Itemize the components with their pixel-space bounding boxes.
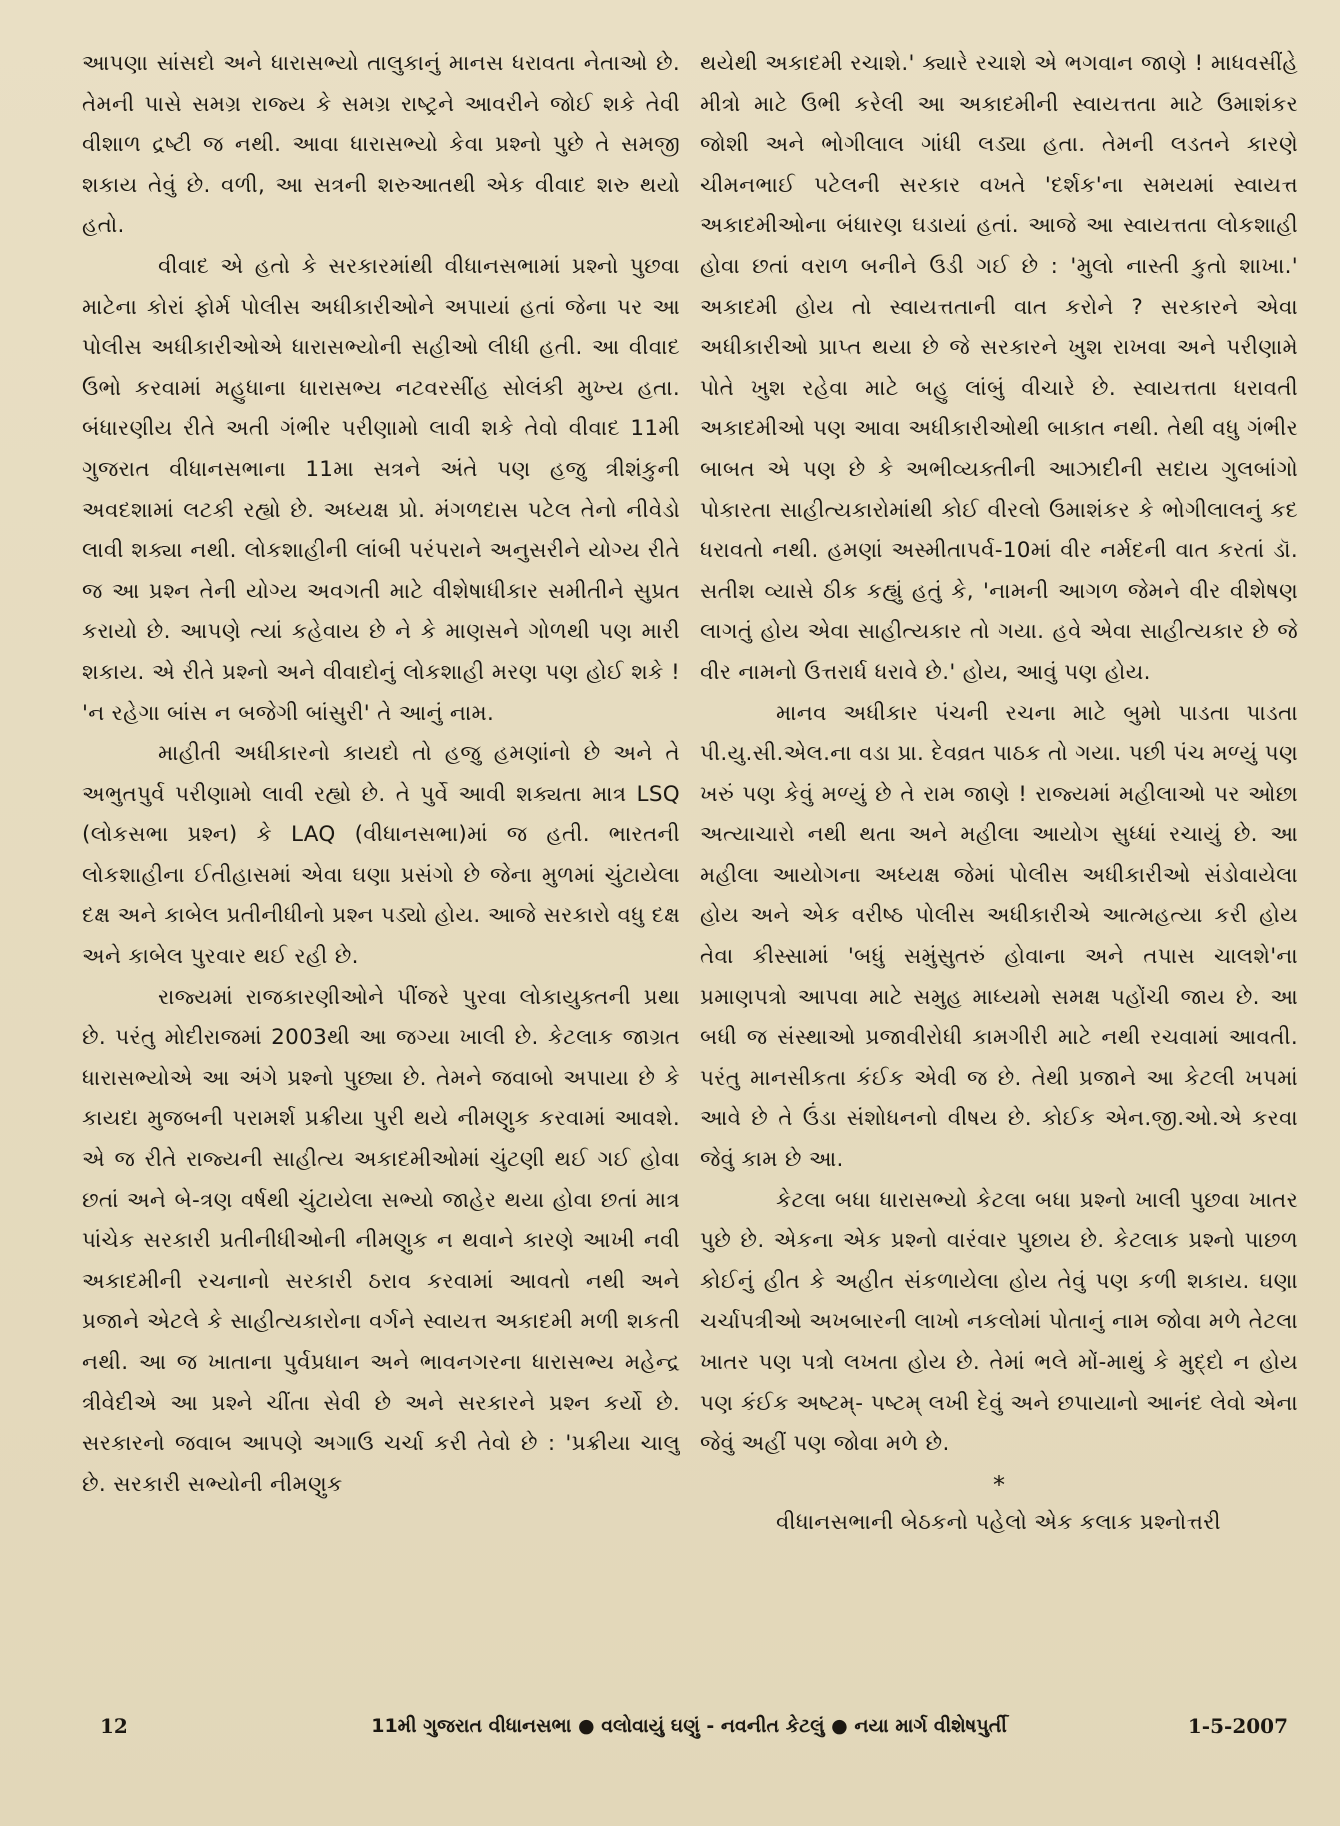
paragraph: રાજ્યમાં રાજકારણીઓને પીંજરે પુરવા લોકાયુક્તની પ્રથા છે. પરંતુ મોદીરાજમાં 2003થી આ જગ્યા ખાલી છે. કેટલાક જાગ્રત ધારાસભ્યોએ આ અંગે પ્રશ્નો પુછ્યા છે. તેમને જવાબો અપાયા છે કે કાયદા મુજબની પરામર્શ પ્રક્રીયા પુરી થયે નીમણુક કરવામાં આવશે. એ જ રીતે રાજ્યની સાહીત્ય અકાદમીઓમાં ચુંટણી થઈ ગઈ હોવા છતાં અને બે-ત્રણ વર્ષથી ચુંટાયેલા સભ્યો જાહેર થયા હોવા છતાં માત્ર પાંચેક સરકારી પ્રતીનીધીઓની નીમણુક ન થવાને કારણે આખી નવી અકાદમીની રચનાનો સરકારી ઠરાવ કરવામાં આવતો નથી અને પ્રજાને એટલે કે સાહીત્યકારોના વર્ગને સ્વાયત્ત અકાદમી મળી શકતી નથી. આ જ ખાતાના પુર્વપ્રધાન અને ભાવનગરના ધારાસભ્ય મહેન્દ્ર ત્રીવેદીએ આ પ્રશ્ને ચીંતા સેવી છે અને સરકારને પ્રશ્ન કર્યો છે. સરકારનો જવાબ આપણે અગાઉ ચર્ચા કરી તેવો છે : 'પ્રક્રીયા ચાલુ છે. સરકારી સભ્યોની નીમણુક [82, 984, 680, 1497]
right-column [700, 44, 1298, 1674]
paragraph: વીધાનસભાની બેઠકનો પહેલો એક કલાક પ્રશ્નોત્તરી [776, 1509, 1221, 1535]
paragraph: થયેથી અકાદમી રચાશે.' ક્યારે રચાશે એ ભગવાન જાણે ! માધવસીંહે મીત્રો માટે ઉભી કરેલી આ અકાદમીની સ્વાયત્તતા માટે ઉમાશંકર જોશી અને ભોગીલાલ ગાંધી લડ્યા હતા. તેમની લડતને કારણે ચીમનભાઈ પટેલની સરકાર વખતે 'દર્શક'ના સમયમાં સ્વાયત્ત અકાદમીઓના બંધારણ ઘડાયાં હતાં. આજે આ સ્વાયત્તતા લોકશાહી હોવા છતાં વરાળ બનીને ઉડી ગઈ છે : 'મુલો નાસ્તી કુતો શાખા.' અકાદમી હોય તો સ્વાયત્તતાની વાત કરોને ? સરકારને એવા અધીકારીઓ પ્રાપ્ત થયા છે જે સરકારને ખુશ રાખવા અને પરીણામે પોતે ખુશ રહેવા માટે બહુ લાંબું વીચારે છે. સ્વાયત્તતા ધરાવતી અકાદમીઓ પણ આવા અધીકારીઓથી બાકાત નથી. તેથી વધુ ગંભીર બાબત એ પણ છે કે અભીવ્યક્તીની આઝાદીની સદાય ગુલબાંગો પોકારતા સાહીત્યકારોમાંથી કોઈ વીરલો ઉમાશંકર કે ભોગીલાલનું કદ ધરાવતો નથી. હમણાં અસ્મીતાપર્વ-10માં વીર નર્મદની વાત કરતાં ડૉ. સતીશ વ્યાસે ઠીક કહ્યું હતું કે, 'નામની આગળ જેમને વીર વીશેષણ લાગતું હોય એવા સાહીત્યકાર તો ગયા. હવે એવા સાહીત્યકાર છે જે વીર નામનો ઉત્તરાર્ધ ધરાવે છે.' હોય, આવું પણ હોય. [700, 51, 1298, 685]
text-columns [82, 44, 1298, 1674]
page-number: 12 [100, 1714, 128, 1738]
paragraph: કેટલા બધા ધારાસભ્યો કેટલા બધા પ્રશ્નો ખાલી પુછવા ખાતર પુછે છે. એકના એક પ્રશ્નો વારંવાર પુછાય છે. કેટલાક પ્રશ્નો પાછળ કોઈનું હીત કે અહીત સંકળાયેલા હોય તેવું પણ કળી શકાય. ઘણા ચર્ચાપત્રીઓ અખબારની લાખો નકલોમાં પોતાનું નામ જોવા મળે તેટલા ખાતર પણ પત્રો લખતા હોય છે. તેમાં ભલે મોં-માથું કે મુદ્દો ન હોય પણ કંઈક અષ્ટમ્- પષ્ટમ્ લખી દેવું અને છપાયાનો આનંદ લેવો એના જેવું અહીં પણ જોવા મળે છે. [700, 1187, 1298, 1457]
running-title: 11મી ગુજરાત વીધાનસભા ● વલોવાયું ઘણું - નવનીત કેટલું ● નયા માર્ગ વીશેષપુર્તી [371, 1715, 1007, 1737]
paragraph: વીવાદ એ હતો કે સરકારમાંથી વીધાનસભામાં પ્રશ્નો પુછવા માટેના કોરાં ફોર્મ પોલીસ અધીકારીઓને અપાયાં હતાં જેના પર આ પોલીસ અધીકારીઓએ ધારાસભ્યોની સહીઓ લીધી હતી. આ વીવાદ ઉભો કરવામાં મહુધાના ધારાસભ્ય નટવરસીંહ સોલંકી મુખ્ય હતા. બંધારણીય રીતે અતી ગંભીર પરીણામો લાવી શકે તેવો વીવાદ 11મી ગુજરાત વીધાનસભાના 11મા સત્રને અંતે પણ હજુ ત્રીશંકુની અવદશામાં લટકી રહ્યો છે. અધ્યક્ષ પ્રો. મંગળદાસ પટેલ તેનો નીવેડો લાવી શક્યા નથી. લોકશાહીની લાંબી પરંપરાને અનુસરીને યોગ્ય રીતે જ આ પ્રશ્ન તેની યોગ્ય અવગતી માટે વીશેષાધીકાર સમીતીને સુપ્રત કરાયો છે. આપણે ત્યાં કહેવાય છે ને કે માણસને ગોળથી પણ મારી શકાય. એ રીતે પ્રશ્નો અને વીવાદોનું લોકશાહી મરણ પણ હોઈ શકે ! 'ન રહેગા બાંસ ન બજેગી બાંસુરી' તે આનું નામ. [82, 253, 680, 726]
left-column [82, 44, 680, 1674]
page-footer [100, 1706, 1288, 1746]
paragraph: માનવ અધીકાર પંચની રચના માટે બુમો પાડતા પાડતા પી.યુ.સી.એલ.ના વડા પ્રા. દેવવ્રત પાઠક તો ગયા. પછી પંચ મળ્યું પણ ખરું પણ કેવું મળ્યું છે તે રામ જાણે ! રાજ્યમાં મહીલાઓ પર ઓછા અત્યાચારો નથી થતા અને મહીલા આયોગ સુધ્ધાં રચાયું છે. આ મહીલા આયોગના અધ્યક્ષ જેમાં પોલીસ અધીકારીઓ સંડોવાયેલા હોય અને એક વરીષ્ઠ પોલીસ અધીકારીએ આત્મહત્યા કરી હોય તેવા કીસ્સામાં 'બધું સમુંસુતરું હોવાના અને તપાસ ચાલશે'ના પ્રમાણપત્રો આપવા માટે સમુહ માધ્યમો સમક્ષ પહોંચી જાય છે. આ બધી જ સંસ્થાઓ પ્રજાવીરોધી કામગીરી માટે નથી રચવામાં આવતી. પરંતુ માનસીકતા કંઈક એવી જ છે. તેથી પ્રજાને આ કેટલી ખપમાં આવે છે તે ઉંડા સંશોધનનો વીષય છે. કોઈક એન.જી.ઓ.એ કરવા જેવું કામ છે આ. [700, 700, 1298, 1173]
paragraph: માહીતી અધીકારનો કાયદો તો હજુ હમણાંનો છે અને તે અભુતપુર્વ પરીણામો લાવી રહ્યો છે. તે પુર્વે આવી શક્યતા માત્ર LSQ (લોકસભા પ્રશ્ન) કે LAQ (વીધાનસભા)માં જ હતી. ભારતની લોકશાહીના ઈતીહાસમાં એવા ઘણા પ્રસંગો છે જેના મુળમાં ચુંટાયેલા દક્ષ અને કાબેલ પ્રતીનીધીનો પ્રશ્ન પડ્યો હોય. આજે સરકારો વધુ દક્ષ અને કાબેલ પુરવાર થઈ રહી છે. [82, 741, 680, 970]
section-separator: * [993, 1470, 1005, 1499]
issue-date: 1-5-2007 [1187, 1714, 1288, 1738]
paragraph: આપણા સાંસદો અને ધારાસભ્યો તાલુકાનું માનસ ધરાવતા નેતાઓ છે. તેમની પાસે સમગ્ર રાજ્ય કે સમગ્ર રાષ્ટ્રને આવરીને જોઈ શકે તેવી વીશાળ દ્રષ્ટી જ નથી. આવા ધારાસભ્યો કેવા પ્રશ્નો પુછે તે સમજી શકાય તેવું છે. વળી, આ સત્રની શરુઆતથી એક વીવાદ શરુ થયો હતો. [82, 51, 680, 239]
